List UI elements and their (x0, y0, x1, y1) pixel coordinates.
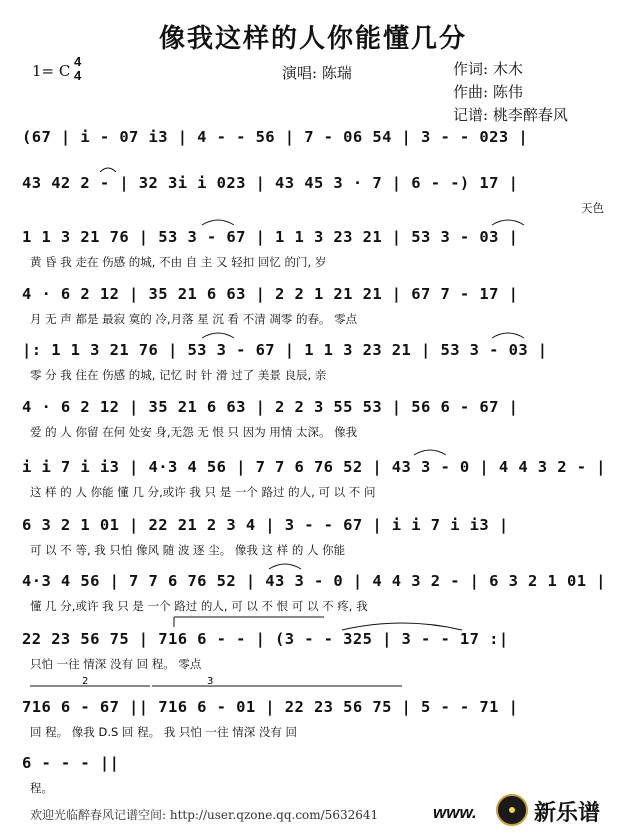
lyrics-line: 回 程。 像我 D.S 回 程。 我 只怕 一往 情深 没有 回 (30, 725, 298, 739)
time-signature-bottom: 4 (74, 68, 82, 83)
transcriber-credit: 记谱: 桃李醉春风 (453, 106, 568, 124)
composer-credit: 作曲: 陈伟 (453, 83, 523, 101)
lyrics-line: 可 以 不 等, 我 只怕 像风 随 波 逐 尘。 像我 这 样 的 人 你能 (30, 543, 346, 557)
lyrics-line: 只怕 一往 情深 没有 回 程。 零点 (30, 657, 202, 671)
notation-line: 716 6 - 67 || 716 6 - 01 | 22 23 56 75 | 5 - - 71 | (22, 698, 519, 716)
logo-text: 新乐谱 (534, 801, 601, 826)
notation-line: 6 3 2 1 01 | 22 21 2 3 4 | 3 - - 67 | i i 7 i i3 | (22, 516, 509, 534)
notation-line: i i 7 i i3 | 4·3 4 56 | 7 7 6 76 52 | 43 3 - 0 | 4 4 3 2 - | (22, 458, 606, 476)
notation-line: 4 · 6 2 12 | 35 21 6 63 | 2 2 1 21 21 | 67 7 - 17 | (22, 285, 519, 303)
time-signature (74, 55, 81, 83)
notation-line: 6 - - - || (22, 754, 120, 772)
lyrics-line: 月 无 声 都是 最寂 寞的 冷,月落 星 沉 看 不清 凋零 的春。 零点 (30, 312, 358, 326)
lyricist-credit: 作词: 木木 (453, 60, 523, 78)
lyrics-line: 零 分 我 住在 伤感 的城, 记忆 时 针 滑 过了 美景 良辰, 亲 (30, 368, 327, 382)
notation-line: (67 | i - 07 i3 | 4 - - 56 | 7 - 06 54 | 3 - - 023 | (22, 128, 529, 146)
notation-line: 4·3 4 56 | 7 7 6 76 52 | 43 3 - 0 | 4 4 3 2 - | 6 3 2 1 01 | (22, 572, 606, 590)
lyrics-line: 懂 几 分,或许 我 只 是 一个 路过 的人, 可 以 不 恨 可 以 不 疼, 我 (30, 599, 368, 613)
notation-line: |: 1 1 3 21 76 | 53 3 - 67 | 1 1 3 23 21 | 53 3 - 03 | (22, 341, 548, 359)
notation-line: 22 23 56 75 | 716 6 - - | (3 - - 325 | 3 - - 17 :| (22, 630, 509, 648)
svg-text:3: 3 (207, 676, 214, 687)
lyrics-line: 黄 昏 我 走在 伤感 的城, 不由 自 主 又 轻扣 回忆 的门, 岁 (30, 255, 327, 269)
time-signature-top: 4 (74, 54, 82, 69)
site-logo (494, 792, 612, 828)
record-disc-icon (496, 794, 528, 826)
footer-www: www. (433, 803, 477, 822)
lyrics-line: 爱 的 人 你留 在何 处安 身,无怨 无 恨 只 因为 用情 太深。 像我 (30, 425, 358, 439)
singer-credit: 演唱: 陈瑞 (282, 64, 352, 82)
page-title: 像我这样的人你能懂几分 (158, 24, 467, 54)
svg-text:2: 2 (82, 676, 89, 687)
key-signature: 1= C (32, 62, 71, 80)
notation-line: 1 1 3 21 76 | 53 3 - 67 | 1 1 3 23 21 | 53 3 - 03 | (22, 228, 519, 246)
footer-text: 欢迎光临醉春风记谱空间: http://user.qzone.qq.com/5632641 (30, 808, 379, 822)
lyrics-line-right: 天色 (581, 201, 604, 215)
notation-line: 43 42 2 - | 32 3i i 023 | 43 45 3 · 7 | 6 - -) 17 | (22, 174, 519, 192)
slurs-overlay (22, 120, 612, 800)
lyrics-line: 程。 (30, 781, 53, 795)
lyrics-line: 这 样 的 人 你能 懂 几 分,或许 我 只 是 一个 路过 的人, 可 以 不 问 (30, 485, 376, 499)
notation-line: 4 · 6 2 12 | 35 21 6 63 | 2 2 3 55 53 | 56 6 - 67 | (22, 398, 519, 416)
